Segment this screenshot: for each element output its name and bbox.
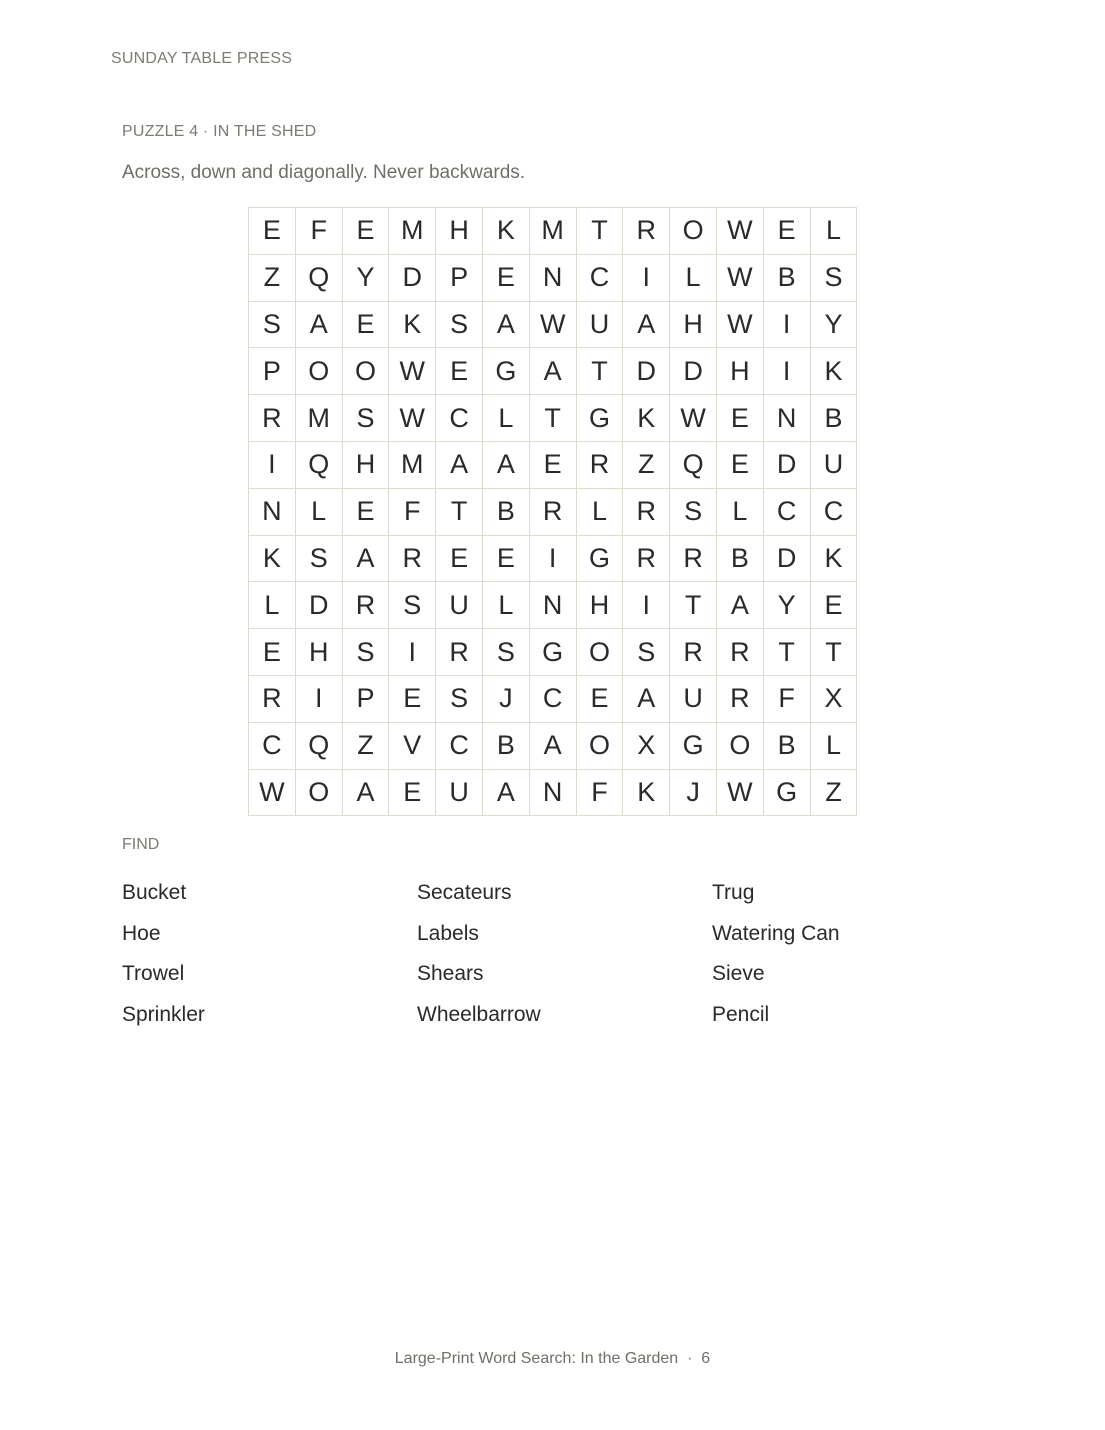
grid-cell[interactable]: S bbox=[436, 302, 483, 349]
grid-cell[interactable]: S bbox=[343, 629, 390, 676]
grid-cell[interactable]: O bbox=[296, 770, 343, 817]
grid-cell[interactable]: R bbox=[670, 536, 717, 583]
find-label: FIND bbox=[122, 836, 160, 853]
grid-cell[interactable]: G bbox=[764, 770, 811, 817]
grid-cell[interactable]: U bbox=[436, 770, 483, 817]
grid-cell[interactable]: W bbox=[530, 302, 577, 349]
grid-cell[interactable]: E bbox=[436, 348, 483, 395]
grid-cell[interactable]: F bbox=[764, 676, 811, 723]
grid-cell[interactable]: L bbox=[249, 582, 296, 629]
grid-cell[interactable]: N bbox=[530, 582, 577, 629]
grid-cell[interactable]: E bbox=[389, 676, 436, 723]
grid-cell[interactable]: R bbox=[577, 442, 624, 489]
grid-cell[interactable]: D bbox=[389, 255, 436, 302]
grid-cell[interactable]: O bbox=[670, 208, 717, 255]
grid-cell[interactable]: D bbox=[764, 536, 811, 583]
puzzle-title: PUZZLE 4 · IN THE SHED bbox=[122, 123, 317, 140]
grid-cell[interactable]: T bbox=[577, 348, 624, 395]
grid-cell[interactable]: C bbox=[436, 723, 483, 770]
grid-cell[interactable]: M bbox=[389, 442, 436, 489]
find-word: Secateurs bbox=[417, 881, 512, 904]
grid-cell[interactable]: D bbox=[670, 348, 717, 395]
grid-cell[interactable]: S bbox=[623, 629, 670, 676]
grid-cell[interactable]: Z bbox=[623, 442, 670, 489]
grid-cell[interactable]: S bbox=[249, 302, 296, 349]
word-list bbox=[122, 879, 1007, 1041]
grid-cell[interactable]: I bbox=[296, 676, 343, 723]
publisher-name: SUNDAY TABLE PRESS bbox=[111, 50, 293, 67]
grid-cell[interactable]: L bbox=[811, 208, 858, 255]
grid-cell[interactable]: E bbox=[389, 770, 436, 817]
grid-cell[interactable]: E bbox=[764, 208, 811, 255]
grid-cell[interactable]: W bbox=[249, 770, 296, 817]
grid-cell[interactable]: E bbox=[249, 629, 296, 676]
grid-cell[interactable]: L bbox=[296, 489, 343, 536]
find-word: Pencil bbox=[712, 1002, 770, 1026]
grid-cell[interactable]: S bbox=[483, 629, 530, 676]
grid-cell[interactable]: R bbox=[389, 536, 436, 583]
grid-cell[interactable]: G bbox=[577, 395, 624, 442]
grid-cell[interactable]: E bbox=[577, 676, 624, 723]
grid-cell[interactable]: C bbox=[577, 255, 624, 302]
grid-cell[interactable]: Q bbox=[670, 442, 717, 489]
find-word: Sprinkler bbox=[122, 1002, 205, 1026]
grid-cell[interactable]: B bbox=[483, 489, 530, 536]
grid-cell[interactable]: N bbox=[764, 395, 811, 442]
puzzle-instructions: Across, down and diagonally. Never backwards. bbox=[122, 162, 526, 183]
grid-cell[interactable]: C bbox=[436, 395, 483, 442]
grid-cell[interactable]: M bbox=[389, 208, 436, 255]
grid-cell[interactable]: K bbox=[623, 770, 670, 817]
grid-cell[interactable]: S bbox=[343, 395, 390, 442]
grid-cell[interactable]: U bbox=[436, 582, 483, 629]
grid-cell[interactable]: A bbox=[343, 770, 390, 817]
grid-cell[interactable]: R bbox=[623, 208, 670, 255]
grid-cell[interactable]: C bbox=[530, 676, 577, 723]
grid-cell[interactable]: M bbox=[296, 395, 343, 442]
grid-cell[interactable]: O bbox=[717, 723, 764, 770]
grid-cell[interactable]: N bbox=[249, 489, 296, 536]
grid-cell[interactable]: F bbox=[296, 208, 343, 255]
grid-cell[interactable]: I bbox=[623, 582, 670, 629]
grid-cell[interactable]: P bbox=[436, 255, 483, 302]
grid-cell[interactable]: E bbox=[343, 489, 390, 536]
grid-cell[interactable]: E bbox=[343, 302, 390, 349]
grid-cell[interactable]: A bbox=[296, 302, 343, 349]
grid-cell[interactable]: T bbox=[530, 395, 577, 442]
grid-cell[interactable]: B bbox=[764, 255, 811, 302]
grid-cell[interactable]: W bbox=[389, 395, 436, 442]
grid-cell[interactable]: Z bbox=[343, 723, 390, 770]
grid-cell[interactable]: A bbox=[483, 442, 530, 489]
find-word: Sieve bbox=[712, 962, 765, 985]
grid-cell[interactable]: J bbox=[670, 770, 717, 817]
grid-cell[interactable]: W bbox=[389, 348, 436, 395]
grid-cell[interactable]: K bbox=[811, 536, 858, 583]
grid-cell[interactable]: V bbox=[389, 723, 436, 770]
grid-cell[interactable]: B bbox=[764, 723, 811, 770]
grid-cell[interactable]: B bbox=[483, 723, 530, 770]
grid-cell[interactable]: Y bbox=[811, 302, 858, 349]
grid-cell[interactable]: O bbox=[343, 348, 390, 395]
grid-cell[interactable]: R bbox=[623, 489, 670, 536]
grid-cell[interactable]: G bbox=[483, 348, 530, 395]
page-footer: Large-Print Word Search: In the Garden · 6 bbox=[394, 1350, 711, 1367]
find-word: Hoe bbox=[122, 921, 161, 945]
grid-cell[interactable]: M bbox=[530, 208, 577, 255]
grid-cell[interactable]: K bbox=[389, 302, 436, 349]
grid-cell[interactable]: S bbox=[436, 676, 483, 723]
grid-cell[interactable]: B bbox=[717, 536, 764, 583]
grid-cell[interactable]: F bbox=[577, 770, 624, 817]
grid-cell[interactable]: L bbox=[670, 255, 717, 302]
find-word: Wheelbarrow bbox=[417, 1002, 541, 1026]
grid-cell[interactable]: R bbox=[717, 676, 764, 723]
grid-cell[interactable]: A bbox=[623, 676, 670, 723]
grid-cell[interactable]: B bbox=[811, 395, 858, 442]
grid-cell[interactable]: R bbox=[249, 676, 296, 723]
grid-cell[interactable]: O bbox=[577, 723, 624, 770]
letter-grid bbox=[248, 207, 857, 816]
grid-cell[interactable]: E bbox=[811, 582, 858, 629]
find-word: Trowel bbox=[122, 962, 185, 985]
grid-cell[interactable]: L bbox=[811, 723, 858, 770]
grid-cell[interactable]: R bbox=[343, 582, 390, 629]
grid-cell[interactable]: R bbox=[530, 489, 577, 536]
grid-cell[interactable]: A bbox=[623, 302, 670, 349]
grid-cell[interactable]: A bbox=[436, 442, 483, 489]
grid-cell[interactable]: L bbox=[483, 582, 530, 629]
grid-cell[interactable]: I bbox=[530, 536, 577, 583]
grid-cell[interactable]: K bbox=[623, 395, 670, 442]
grid-cell[interactable]: Y bbox=[764, 582, 811, 629]
grid-cell[interactable]: S bbox=[296, 536, 343, 583]
grid-cell[interactable]: Q bbox=[296, 442, 343, 489]
grid-cell[interactable]: E bbox=[530, 442, 577, 489]
grid-cell[interactable]: W bbox=[717, 302, 764, 349]
grid-cell[interactable]: D bbox=[764, 442, 811, 489]
grid-cell[interactable]: W bbox=[717, 208, 764, 255]
grid-cell[interactable]: A bbox=[343, 536, 390, 583]
grid-cell[interactable]: P bbox=[249, 348, 296, 395]
grid-cell[interactable]: A bbox=[483, 302, 530, 349]
grid-cell[interactable]: R bbox=[249, 395, 296, 442]
grid-cell[interactable]: R bbox=[623, 536, 670, 583]
grid-cell[interactable]: D bbox=[296, 582, 343, 629]
grid-cell[interactable]: S bbox=[389, 582, 436, 629]
grid-cell[interactable]: F bbox=[389, 489, 436, 536]
grid-cell[interactable]: N bbox=[530, 255, 577, 302]
grid-cell[interactable]: X bbox=[623, 723, 670, 770]
grid-cell[interactable]: H bbox=[717, 348, 764, 395]
grid-cell[interactable]: L bbox=[577, 489, 624, 536]
grid-cell[interactable]: U bbox=[670, 676, 717, 723]
grid-cell[interactable]: E bbox=[483, 255, 530, 302]
grid-cell[interactable]: G bbox=[577, 536, 624, 583]
find-word: Shears bbox=[417, 962, 484, 985]
grid-cell[interactable]: G bbox=[530, 629, 577, 676]
grid-cell[interactable]: Z bbox=[249, 255, 296, 302]
find-word: Watering Can bbox=[712, 921, 840, 945]
grid-cell[interactable]: T bbox=[670, 582, 717, 629]
grid-cell[interactable]: I bbox=[389, 629, 436, 676]
grid-cell[interactable]: E bbox=[343, 208, 390, 255]
grid-cell[interactable]: I bbox=[764, 302, 811, 349]
grid-cell[interactable]: K bbox=[483, 208, 530, 255]
grid-cell[interactable]: H bbox=[343, 442, 390, 489]
grid-cell[interactable]: U bbox=[577, 302, 624, 349]
grid-cell[interactable]: X bbox=[811, 676, 858, 723]
grid-cell[interactable]: E bbox=[249, 208, 296, 255]
grid-cell[interactable]: N bbox=[530, 770, 577, 817]
grid-cell[interactable]: A bbox=[530, 348, 577, 395]
grid-cell[interactable]: K bbox=[811, 348, 858, 395]
grid-cell[interactable]: H bbox=[296, 629, 343, 676]
grid-cell[interactable]: O bbox=[577, 629, 624, 676]
grid-cell[interactable]: E bbox=[483, 536, 530, 583]
grid-cell[interactable]: Z bbox=[811, 770, 858, 817]
grid-cell[interactable]: E bbox=[717, 442, 764, 489]
grid-cell[interactable]: Y bbox=[343, 255, 390, 302]
grid-cell[interactable]: S bbox=[811, 255, 858, 302]
grid-cell[interactable]: U bbox=[811, 442, 858, 489]
grid-cell[interactable]: K bbox=[249, 536, 296, 583]
grid-cell[interactable]: T bbox=[764, 629, 811, 676]
grid-cell[interactable]: E bbox=[717, 395, 764, 442]
grid-cell[interactable]: T bbox=[577, 208, 624, 255]
grid-cell[interactable]: L bbox=[717, 489, 764, 536]
grid-cell[interactable]: E bbox=[436, 536, 483, 583]
grid-cell[interactable]: H bbox=[670, 302, 717, 349]
grid-cell[interactable]: L bbox=[483, 395, 530, 442]
grid-cell[interactable]: R bbox=[717, 629, 764, 676]
grid-cell[interactable]: I bbox=[764, 348, 811, 395]
grid-cell[interactable]: I bbox=[623, 255, 670, 302]
grid-cell[interactable]: C bbox=[249, 723, 296, 770]
grid-cell[interactable]: A bbox=[530, 723, 577, 770]
grid-cell[interactable]: W bbox=[717, 255, 764, 302]
find-word: Bucket bbox=[122, 881, 187, 904]
grid-cell[interactable]: T bbox=[811, 629, 858, 676]
grid-cell[interactable]: Q bbox=[296, 255, 343, 302]
grid-cell[interactable]: W bbox=[717, 770, 764, 817]
grid-cell[interactable]: I bbox=[249, 442, 296, 489]
grid-cell[interactable]: R bbox=[436, 629, 483, 676]
find-word: Trug bbox=[712, 881, 755, 904]
grid-cell[interactable]: P bbox=[343, 676, 390, 723]
grid-cell[interactable]: H bbox=[436, 208, 483, 255]
grid-cell[interactable]: W bbox=[670, 395, 717, 442]
grid-cell[interactable]: J bbox=[483, 676, 530, 723]
grid-cell[interactable]: T bbox=[436, 489, 483, 536]
grid-cell[interactable]: G bbox=[670, 723, 717, 770]
find-word: Labels bbox=[417, 921, 479, 945]
grid-cell[interactable]: O bbox=[296, 348, 343, 395]
grid-cell[interactable]: S bbox=[670, 489, 717, 536]
grid-cell[interactable]: C bbox=[764, 489, 811, 536]
grid-cell[interactable]: Q bbox=[296, 723, 343, 770]
grid-cell[interactable]: H bbox=[577, 582, 624, 629]
grid-cell[interactable]: R bbox=[670, 629, 717, 676]
grid-cell[interactable]: A bbox=[483, 770, 530, 817]
grid-cell[interactable]: D bbox=[623, 348, 670, 395]
grid-cell[interactable]: A bbox=[717, 582, 764, 629]
grid-cell[interactable]: C bbox=[811, 489, 858, 536]
